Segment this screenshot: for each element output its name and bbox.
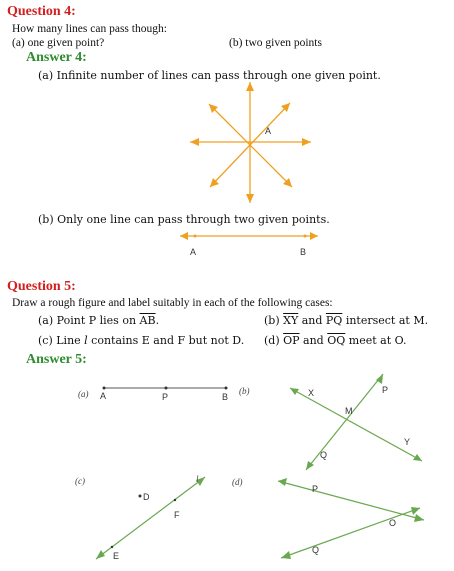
case-b-end: intersect at M.	[342, 314, 429, 327]
case-b-text: (b)	[264, 314, 284, 327]
point-e-label: E	[113, 551, 120, 561]
case-b-and: and	[298, 314, 326, 327]
figure-c	[75, 474, 205, 561]
point-y-label: Y	[404, 437, 411, 447]
point-a-label: A	[100, 391, 107, 401]
case-d-text: (d)	[264, 334, 284, 347]
point-p-label: P	[312, 484, 319, 494]
segment-ab: $\overline{AB}$	[139, 314, 156, 327]
case-a-end: .	[155, 314, 160, 327]
answer-4-part-a: (a) Infinite number of lines can pass through one given point.	[38, 69, 381, 82]
point-q-label: Q	[320, 450, 328, 460]
question-4-option-a: (a) one given point?	[12, 37, 105, 49]
point-d-label: D	[143, 492, 150, 502]
figure-b	[239, 374, 422, 470]
case-c-text: (c) Line	[38, 334, 85, 347]
point-m-label: M	[345, 406, 353, 416]
question-4-title: Question 4:	[7, 4, 76, 19]
point-f-label: F	[174, 510, 180, 520]
point-q-label: Q	[312, 545, 320, 555]
point-b-label: B	[300, 247, 307, 257]
figure-a-tag: (a)	[78, 389, 89, 399]
question-5-prompt: Draw a rough figure and label suitably in each of the following cases:	[12, 297, 333, 309]
case-d-and: and	[299, 334, 328, 347]
figure-d-tag: (d)	[232, 477, 243, 487]
answer-4-part-b: (b) Only one line can pass through two given points.	[38, 213, 330, 226]
line-l: l	[84, 334, 88, 347]
question-5-title: Question 5:	[7, 279, 76, 294]
segment-oq: $\overline{OQ}$	[327, 334, 346, 347]
segment-pq: $\overline{PQ}$	[325, 314, 343, 327]
point-x-label: X	[308, 388, 315, 398]
segment-op: $\overline{OP}$	[283, 334, 300, 347]
point-o-label: O	[389, 518, 397, 528]
point-p-label: P	[162, 392, 169, 402]
figure-a	[78, 387, 228, 403]
segment-xy: $\overline{XY}$	[283, 314, 299, 327]
figure-c-tag: (c)	[75, 476, 85, 486]
point-a-label: A	[265, 126, 272, 136]
answer-4-title: Answer 4:	[26, 50, 87, 65]
point-p-label: P	[382, 385, 389, 395]
case-d-end: meet at O.	[345, 334, 407, 347]
case-a-text: (a) Point P lies on	[38, 314, 140, 327]
answer-5-title: Answer 5:	[26, 352, 87, 367]
point-b-label: B	[222, 392, 229, 402]
line-l-label: l	[196, 474, 199, 484]
case-c-end: contains E and F but not D.	[87, 334, 245, 347]
question-4-prompt: How many lines can pass though:	[12, 23, 167, 35]
figure-b-tag: (b)	[239, 386, 250, 396]
question-4-option-b: (b) two given points	[229, 37, 322, 49]
figure-d	[232, 477, 424, 559]
point-a-label: A	[190, 247, 197, 257]
